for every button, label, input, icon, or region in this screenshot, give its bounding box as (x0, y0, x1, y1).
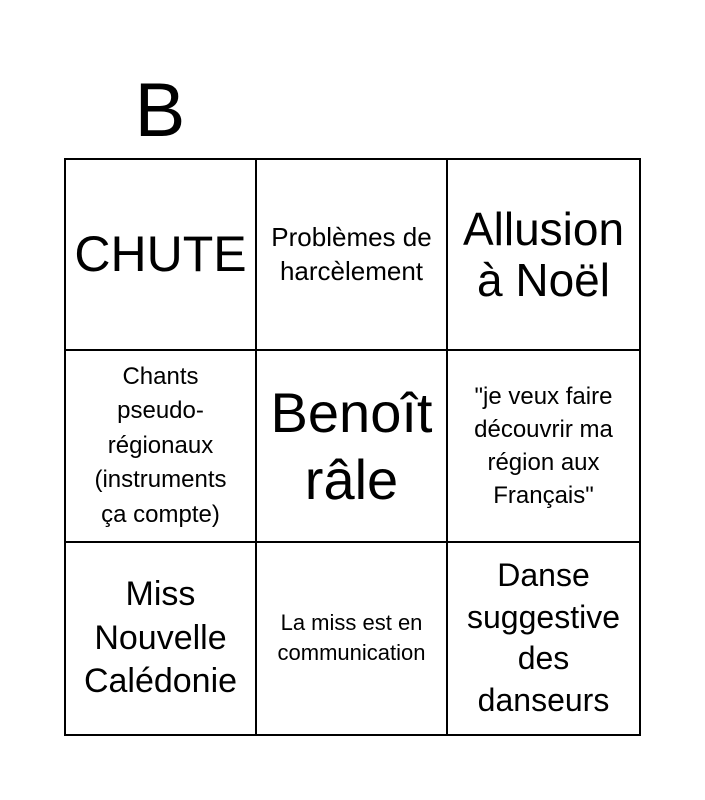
header-letter-2 (256, 66, 448, 156)
bingo-cell[interactable] (448, 543, 639, 734)
bingo-cell[interactable] (66, 543, 257, 734)
header-letter-3 (448, 66, 640, 156)
bingo-cell-text: Problèmes de harcèlement (271, 222, 432, 286)
bingo-header (64, 66, 641, 156)
bingo-cell-text: Benoît râle (270, 380, 433, 511)
bingo-cell[interactable] (66, 351, 257, 542)
bingo-cell[interactable] (257, 543, 448, 734)
bingo-cell-text: CHUTE (74, 226, 247, 283)
bingo-cell[interactable] (257, 160, 448, 351)
bingo-cell-text: "je veux faire découvrir ma région aux Français" (474, 382, 613, 510)
bingo-cell[interactable] (448, 160, 639, 351)
bingo-cell[interactable] (448, 351, 639, 542)
header-letter-b: B (134, 68, 186, 153)
bingo-cell-text: Chants pseudo-régionaux (instruments ça compte) (94, 362, 227, 528)
bingo-cell[interactable] (66, 160, 257, 351)
bingo-grid (64, 158, 641, 736)
bingo-cell-text: Miss Nouvelle Calédonie (83, 575, 238, 701)
bingo-cell-text: Danse suggestive des danseurs (467, 557, 620, 718)
bingo-cell-text: Allusion à Noël (462, 203, 625, 306)
bingo-cell-text: La miss est en communication (277, 609, 426, 666)
bingo-cell[interactable] (257, 351, 448, 542)
